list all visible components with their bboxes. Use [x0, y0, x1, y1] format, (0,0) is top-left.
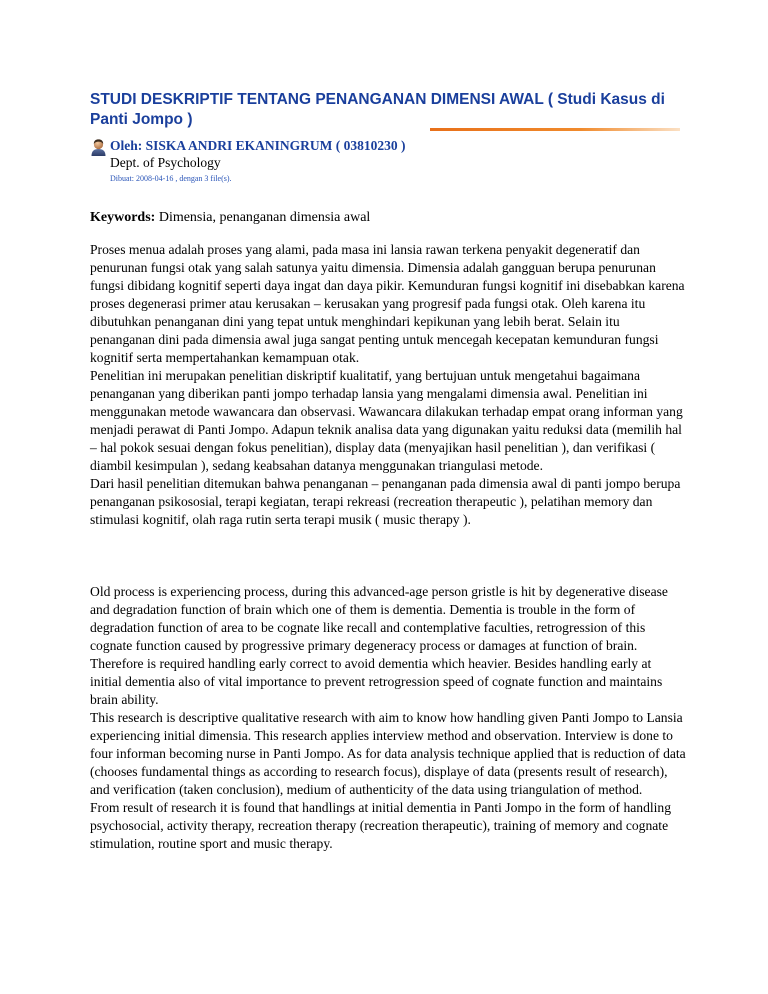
abstract-paragraph: Dari hasil penelitian ditemukan bahwa penanganan – penanganan pada dimensia awal di panti jompo berupa penanganan psikososial, terapi kegiatan, terapi rekreasi (recreation therapeutic ), pelatihan memory dan stimulasi kognitif, olah raga rutin serta terapi musik ( music therapy ). [90, 476, 681, 527]
title-underline-rule [430, 128, 680, 131]
abstract-english [90, 583, 686, 853]
abstract-paragraph: Penelitian ini merupakan penelitian diskriptif kualitatif, yang bertujuan untuk mengetahui bagaimana penanganan yang diberikan panti jompo terhadap lansia yang mengalami dimensia awal. Penelitian ini menggunakan metode wawancara dan observasi. Wawancara dilakukan terhadap empat orang informan yang menjadi perawat di Panti Jompo. Adapun teknik analisa data yang digunakan yaitu reduksi data (memilih hal – hal pokok sesuai dengan fokus penelitian), display data (menyajikan hasil penelitian ), dan verifikasi ( diambil kesimpulan ), sedang keabsahan datanya menggunakan triangulasi metode. [90, 368, 683, 473]
keywords-line [90, 209, 686, 227]
created-meta: Dibuat: 2008-04-16 , dengan 3 file(s). [110, 174, 232, 183]
page-title: STUDI DESKRIPTIF TENTANG PENANGANAN DIMENSI AWAL ( Studi Kasus di Panti Jompo ) [90, 91, 665, 128]
author-block [90, 137, 686, 185]
keywords-value: Dimensia, penanganan dimensia awal [158, 210, 371, 225]
author-department: Dept. of Psychology [110, 155, 221, 170]
abstract-paragraph: This research is descriptive qualitative research with aim to know how handling given Panti Jompo to Lansia experiencing initial dimensia. This research applies interview method and observation. Interview is done to four informan becoming nurse in Panti Jompo. As for data analysis technique applied that is reduction of data (chooses fundamental things as according to research focus), displaye of data (presents result of research), and verification (taken conclusion), medium of authenticity of the data using triangulation of method. [90, 710, 686, 797]
abstract-indonesian [90, 241, 686, 529]
abstract-paragraph: Old process is experiencing process, during this advanced-age person gristle is hit by degenerative disease and degradation function of brain which one of them is dementia. Dementia is trouble in the form of degradation function of area to be cognate like recall and contemplative faculties, retrogression of this cognate function caused by progressive primary degeneracy process or damages at function of brain. Therefore is required handling early correct to avoid dementia which heavier. Besides handling early at initial dementia also of vital importance to prevent retrogression speed of cognate function and maintains brain ability. [90, 584, 668, 707]
keywords-label: Keywords: [90, 210, 156, 225]
author-name[interactable]: Oleh: SISKA ANDRI EKANINGRUM ( 03810230 ) [110, 138, 406, 153]
document-page [90, 90, 686, 853]
user-avatar-icon [90, 138, 107, 156]
abstract-paragraph: From result of research it is found that handlings at initial dementia in Panti Jompo in the form of handling psychosocial, activity therapy, recreation therapy (recreation therapeutic), training of memory and cognate stimulation, routine sport and music therapy. [90, 800, 672, 851]
abstract-paragraph: Proses menua adalah proses yang alami, pada masa ini lansia rawan terkena penyakit degeneratif dan penurunan fungsi otak yang salah satunya yaitu dimensia. Dimensia adalah gangguan berupa penurunan fungsi dibidang kognitif seperti daya ingat dan daya pikir. Kemunduran fungsi kognitif ini disebabkan karena proses degenerasi primer atau kerusakan – kerusakan yang progresif pada fungsi otak. Oleh karena itu dibutuhkan penanganan dini yang tepat untuk menghindari kepikunan yang lebih berat. Selain itu penanganan dini pada dimensia awal juga sangat penting untuk mencegah kecepatan kemunduran fungsi kognitif serta mempertahankan kemampuan otak. [90, 242, 685, 365]
